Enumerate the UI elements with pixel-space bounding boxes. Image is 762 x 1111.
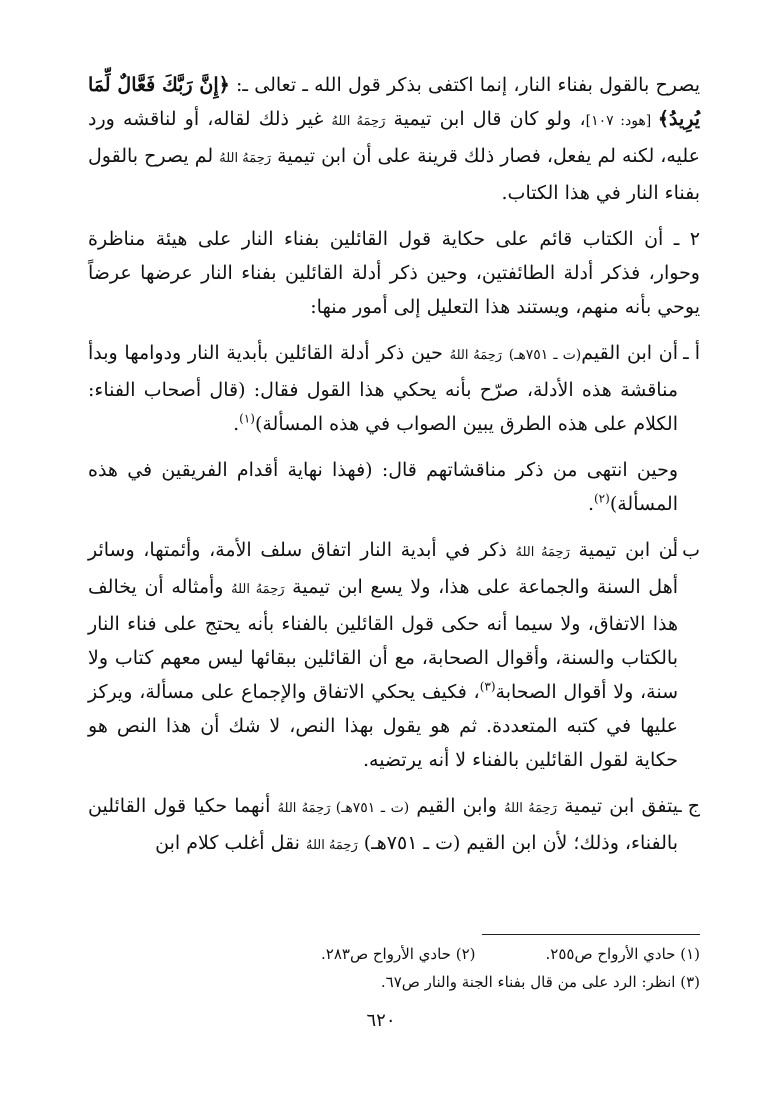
list-marker: ب ـ — [670, 539, 700, 561]
footnotes — [88, 940, 700, 996]
list-marker: ج ـ — [676, 795, 700, 817]
text: لم يصرح بالقول بفناء النار في هذا الكتاب. — [88, 145, 700, 204]
honorific: رَحِمَهُ اللهُ — [219, 151, 272, 166]
footnote-ref: (٣) — [479, 679, 496, 694]
list-item-alif-continued — [88, 453, 700, 521]
footnote-3: (٣) انظر: الرد على من قال بفناء الجنة والنار ص٦٧. — [380, 973, 700, 991]
death-date: (ت ـ ٧٥١هـ) — [335, 800, 410, 816]
text: ذكر في أبدية النار اتفاق سلف الأمة، وأئمتها، وسائر أهل السنة والجماعة على هذا، ولا يسع ابن تيمية — [88, 539, 678, 598]
honorific: رَحِمَهُ اللهُ — [504, 801, 557, 816]
text: . — [233, 413, 240, 435]
honorific: رَحِمَهُ اللهُ — [515, 545, 570, 560]
text: غير ذلك لقاله، أو لناقشه ورد عليه، لكنه لم يفعل، فصار ذلك قرينة على أن ابن تيمية — [88, 108, 700, 167]
paragraph-point-2: ٢ ـ أن الكتاب قائم على حكاية قول القائلين بفناء النار على هيئة مناظرة وحوار، فذكر أدلة الطائفتين، وحين ذكر أدلة القائلين بفناء النار عرضها عرضاً يوحي بأنه منهم، ويستند هذا التعليل إلى أمور منها: — [88, 228, 700, 318]
quran-verse: ﴿إِنَّ رَبَّكَ فَعَّالٌ لِّمَا يُرِيدُ﴾ — [88, 74, 701, 130]
text: . — [587, 493, 594, 515]
text: ، ولو كان قال ابن تيمية — [385, 108, 586, 130]
honorific: رَحِمَهُ اللهُ — [305, 838, 358, 853]
death-date: (ت ـ ٧٥١هـ) — [508, 347, 582, 363]
honorific: رَحِمَهُ اللهُ — [277, 801, 336, 816]
text: حين ذكر أدلة القائلين بأبدية النار ودوامها وبدأ مناقشة هذه الأدلة، صرّح بأنه يحكي هذا القول فقال: (قال أصحاب الفناء: الكلام على هذه الطرق يبين الصواب في هذه المسألة) — [88, 342, 678, 435]
list-item-ba — [88, 533, 700, 777]
paragraph-intro — [88, 68, 700, 210]
text: يتفق ابن تيمية — [557, 795, 678, 817]
honorific: رَحِمَهُ اللهُ — [449, 348, 503, 363]
text: وحين انتهى من ذكر مناقشاتهم قال: (فهذا نهاية أقدام الفريقين في هذه المسألة) — [88, 459, 678, 515]
footnote-1: (١) حادي الأرواح ص٢٥٥. — [545, 945, 700, 963]
text: ، فكيف يحكي الاتفاق والإجماع على مسألة، ويركز عليها في كتبه المتعددة. ثم هو يقول بهذا النص، لا شك أن هذا النص هو حكاية لقول القائلين بالفناء لا أنه يرتضيه. — [88, 681, 678, 771]
page-body — [88, 68, 700, 875]
text: نقل أغلب كلام ابن — [155, 832, 306, 854]
list-item-alif — [88, 336, 700, 441]
text: وابن القيم — [409, 795, 505, 817]
footnote-divider — [482, 934, 700, 935]
page-number: ٦٢٠ — [366, 1010, 396, 1031]
text: وأمثاله أن يخالف هذا الاتفاق، ولا سيما أنه حكى قول القائلين بالفناء بأنه يحتج على فناء النار بالكتاب والسنة، وأقوال الصحابة، مع أن القائلين ببقائها ليس معهم كتاب ولا سنة، ولا أقوال الصحابة — [88, 576, 679, 703]
text: أن ابن القيم — [581, 342, 678, 364]
text: أنهما حكيا قول القائلين بالفناء، وذلك؛ لأن ابن القيم (ت ـ ٧٥١هـ) — [88, 795, 678, 854]
list-marker: أ ـ — [683, 342, 700, 364]
footnote-ref: (٢) — [593, 491, 610, 506]
footnote-ref: (١) — [239, 411, 255, 426]
text: أن ابن تيمية — [569, 539, 678, 561]
text: يصرح بالقول بفناء النار، إنما اكتفى بذكر قول الله ـ تعالى ـ: — [229, 74, 700, 96]
verse-citation: [هود: ١٠٧] — [585, 113, 658, 129]
footnote-2: (٢) حادي الأرواح ص٢٨٣. — [321, 945, 476, 963]
footnote-row — [88, 940, 700, 968]
honorific: رَحِمَهُ اللهُ — [331, 114, 386, 129]
list-item-jim — [88, 789, 700, 863]
honorific: رَحِمَهُ اللهُ — [231, 582, 285, 597]
